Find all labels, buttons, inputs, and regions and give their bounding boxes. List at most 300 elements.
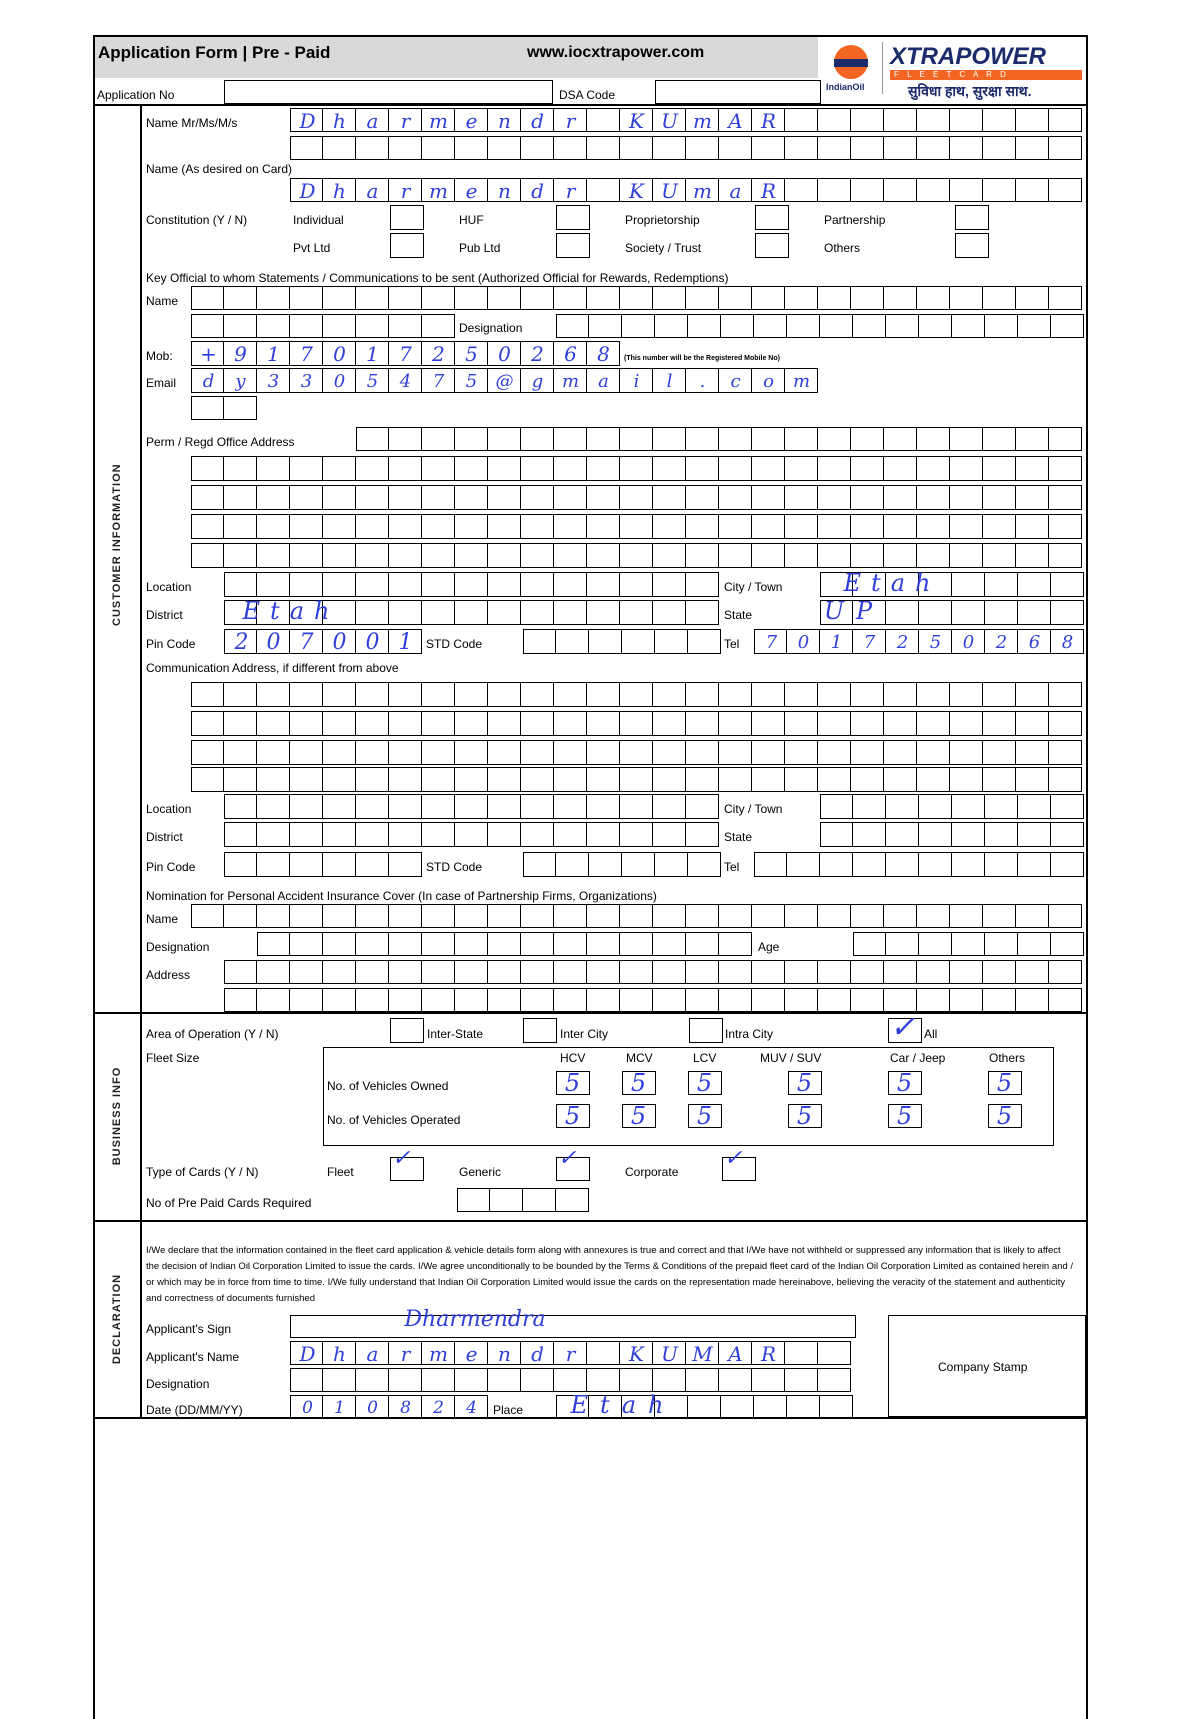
char-cell[interactable] [886, 932, 919, 956]
char-cell[interactable] [521, 600, 554, 625]
char-cell[interactable] [952, 600, 985, 625]
char-cell[interactable] [356, 341, 389, 366]
char-cell[interactable] [851, 485, 884, 510]
char-cell[interactable] [886, 629, 919, 654]
char-cell[interactable] [554, 740, 587, 765]
char-cell[interactable] [422, 286, 455, 310]
char-cell[interactable] [356, 1395, 389, 1419]
char-cell[interactable] [653, 600, 686, 625]
char-cell[interactable] [422, 1368, 455, 1392]
char-cell[interactable] [752, 514, 785, 539]
ko-designation-cells[interactable] [556, 314, 1084, 338]
char-cell[interactable] [818, 960, 851, 984]
char-cell[interactable] [455, 740, 488, 765]
char-cell[interactable] [389, 932, 422, 956]
char-cell[interactable] [589, 314, 622, 338]
char-cell[interactable] [950, 682, 983, 707]
char-cell[interactable] [290, 682, 323, 707]
char-cell[interactable] [422, 932, 455, 956]
char-cell[interactable] [653, 108, 686, 132]
char-cell[interactable] [818, 485, 851, 510]
char-cell[interactable] [554, 822, 587, 847]
char-cell[interactable] [884, 767, 917, 792]
char-cell[interactable] [785, 682, 818, 707]
ko-name-cells[interactable] [191, 286, 1082, 310]
char-cell[interactable] [422, 988, 455, 1012]
char-cell[interactable] [422, 108, 455, 132]
char-cell[interactable] [919, 852, 952, 877]
char-cell[interactable] [754, 852, 787, 877]
char-cell[interactable] [952, 852, 985, 877]
char-cell[interactable] [587, 904, 620, 928]
char-cell[interactable] [917, 427, 950, 451]
char-cell[interactable] [884, 960, 917, 984]
char-cell[interactable] [818, 108, 851, 132]
char-cell[interactable] [851, 108, 884, 132]
char-cell[interactable] [787, 852, 820, 877]
char-cell[interactable] [455, 368, 488, 393]
char-cell[interactable] [851, 767, 884, 792]
char-cell[interactable] [719, 682, 752, 707]
char-cell[interactable] [488, 682, 521, 707]
char-cell[interactable] [620, 822, 653, 847]
char-cell[interactable] [389, 1341, 422, 1365]
char-cell[interactable] [1049, 485, 1082, 510]
char-cell[interactable] [257, 629, 290, 654]
individual-checkbox[interactable] [390, 205, 424, 230]
char-cell[interactable] [1018, 852, 1051, 877]
char-cell[interactable] [686, 711, 719, 736]
char-cell[interactable] [818, 767, 851, 792]
char-cell[interactable] [554, 711, 587, 736]
email-cells-row2[interactable] [191, 396, 257, 420]
char-cell[interactable] [323, 572, 356, 597]
char-cell[interactable] [1016, 178, 1049, 202]
char-cell[interactable] [818, 427, 851, 451]
char-cell[interactable] [653, 740, 686, 765]
char-cell[interactable] [719, 514, 752, 539]
char-cell[interactable] [1016, 767, 1049, 792]
char-cell[interactable] [257, 904, 290, 928]
char-cell[interactable] [191, 286, 224, 310]
char-cell[interactable] [455, 178, 488, 202]
char-cell[interactable] [488, 543, 521, 568]
partnership-checkbox[interactable] [955, 205, 989, 230]
char-cell[interactable] [356, 1341, 389, 1365]
char-cell[interactable] [719, 767, 752, 792]
char-cell[interactable] [1049, 136, 1082, 160]
char-cell[interactable] [917, 740, 950, 765]
char-cell[interactable] [983, 904, 1016, 928]
char-cell[interactable] [323, 711, 356, 736]
char-cell[interactable] [523, 1188, 556, 1212]
nom-designation-cells[interactable] [257, 932, 752, 956]
char-cell[interactable] [754, 1395, 787, 1419]
char-cell[interactable] [851, 960, 884, 984]
char-cell[interactable] [620, 427, 653, 451]
char-cell[interactable] [985, 629, 1018, 654]
char-cell[interactable] [917, 988, 950, 1012]
char-cell[interactable] [785, 904, 818, 928]
char-cell[interactable] [191, 314, 224, 338]
char-cell[interactable] [752, 1341, 785, 1365]
char-cell[interactable] [224, 767, 257, 792]
char-cell[interactable] [323, 767, 356, 792]
char-cell[interactable] [455, 711, 488, 736]
char-cell[interactable] [455, 1341, 488, 1365]
char-cell[interactable] [820, 629, 853, 654]
char-cell[interactable] [1016, 456, 1049, 481]
char-cell[interactable] [686, 960, 719, 984]
char-cell[interactable] [1051, 794, 1084, 819]
char-cell[interactable] [488, 988, 521, 1012]
char-cell[interactable] [785, 711, 818, 736]
char-cell[interactable] [653, 767, 686, 792]
char-cell[interactable] [1018, 600, 1051, 625]
char-cell[interactable] [323, 960, 356, 984]
char-cell[interactable] [851, 178, 884, 202]
char-cell[interactable] [952, 629, 985, 654]
char-cell[interactable] [785, 108, 818, 132]
char-cell[interactable] [422, 1395, 455, 1419]
char-cell[interactable] [884, 178, 917, 202]
char-cell[interactable] [356, 485, 389, 510]
email-cells[interactable] [191, 368, 818, 393]
char-cell[interactable] [721, 314, 754, 338]
char-cell[interactable] [191, 456, 224, 481]
char-cell[interactable] [950, 960, 983, 984]
char-cell[interactable] [455, 108, 488, 132]
char-cell[interactable] [422, 960, 455, 984]
char-cell[interactable] [488, 456, 521, 481]
char-cell[interactable] [290, 485, 323, 510]
char-cell[interactable] [224, 794, 257, 819]
char-cell[interactable] [985, 852, 1018, 877]
char-cell[interactable] [983, 485, 1016, 510]
char-cell[interactable] [455, 427, 488, 451]
char-cell[interactable] [719, 108, 752, 132]
comm-pin-cells[interactable] [224, 852, 422, 877]
char-cell[interactable] [422, 427, 455, 451]
char-cell[interactable] [422, 485, 455, 510]
char-cell[interactable] [917, 543, 950, 568]
char-cell[interactable] [356, 136, 389, 160]
char-cell[interactable] [554, 682, 587, 707]
char-cell[interactable] [422, 600, 455, 625]
char-cell[interactable] [521, 514, 554, 539]
char-cell[interactable] [455, 543, 488, 568]
char-cell[interactable] [422, 711, 455, 736]
char-cell[interactable] [523, 852, 556, 877]
char-cell[interactable] [290, 108, 323, 132]
char-cell[interactable] [1051, 822, 1084, 847]
char-cell[interactable] [1049, 711, 1082, 736]
char-cell[interactable] [356, 427, 389, 451]
char-cell[interactable] [521, 108, 554, 132]
char-cell[interactable] [488, 904, 521, 928]
comm-address-cells-row2[interactable] [191, 711, 1082, 736]
char-cell[interactable] [191, 904, 224, 928]
char-cell[interactable] [488, 514, 521, 539]
char-cell[interactable] [521, 1368, 554, 1392]
char-cell[interactable] [422, 514, 455, 539]
char-cell[interactable] [785, 960, 818, 984]
char-cell[interactable] [224, 711, 257, 736]
char-cell[interactable] [455, 600, 488, 625]
comm-address-cells-row3[interactable] [191, 740, 1082, 765]
char-cell[interactable] [389, 514, 422, 539]
nom-name-cells[interactable] [191, 904, 1082, 928]
operated-count-box[interactable] [788, 1104, 822, 1128]
char-cell[interactable] [488, 286, 521, 310]
char-cell[interactable] [620, 767, 653, 792]
char-cell[interactable] [257, 456, 290, 481]
char-cell[interactable] [356, 178, 389, 202]
char-cell[interactable] [721, 1395, 754, 1419]
char-cell[interactable] [686, 600, 719, 625]
char-cell[interactable] [884, 485, 917, 510]
char-cell[interactable] [752, 136, 785, 160]
char-cell[interactable] [787, 1395, 820, 1419]
char-cell[interactable] [688, 1395, 721, 1419]
char-cell[interactable] [620, 1341, 653, 1365]
char-cell[interactable] [587, 682, 620, 707]
char-cell[interactable] [490, 1188, 523, 1212]
char-cell[interactable] [851, 682, 884, 707]
char-cell[interactable] [356, 988, 389, 1012]
char-cell[interactable] [323, 136, 356, 160]
char-cell[interactable] [620, 740, 653, 765]
char-cell[interactable] [554, 543, 587, 568]
char-cell[interactable] [620, 600, 653, 625]
char-cell[interactable] [752, 904, 785, 928]
char-cell[interactable] [323, 456, 356, 481]
char-cell[interactable] [521, 286, 554, 310]
char-cell[interactable] [356, 711, 389, 736]
char-cell[interactable] [422, 456, 455, 481]
char-cell[interactable] [983, 286, 1016, 310]
char-cell[interactable] [389, 314, 422, 338]
char-cell[interactable] [1016, 740, 1049, 765]
char-cell[interactable] [554, 136, 587, 160]
char-cell[interactable] [587, 456, 620, 481]
char-cell[interactable] [224, 286, 257, 310]
char-cell[interactable] [323, 178, 356, 202]
char-cell[interactable] [853, 794, 886, 819]
char-cell[interactable] [985, 822, 1018, 847]
char-cell[interactable] [290, 543, 323, 568]
char-cell[interactable] [653, 286, 686, 310]
char-cell[interactable] [323, 1368, 356, 1392]
char-cell[interactable] [985, 794, 1018, 819]
char-cell[interactable] [323, 341, 356, 366]
char-cell[interactable] [655, 852, 688, 877]
char-cell[interactable] [719, 740, 752, 765]
char-cell[interactable] [653, 682, 686, 707]
char-cell[interactable] [257, 682, 290, 707]
char-cell[interactable] [818, 1341, 851, 1365]
char-cell[interactable] [257, 368, 290, 393]
char-cell[interactable] [224, 740, 257, 765]
char-cell[interactable] [653, 514, 686, 539]
char-cell[interactable] [224, 456, 257, 481]
char-cell[interactable] [818, 543, 851, 568]
char-cell[interactable] [752, 543, 785, 568]
char-cell[interactable] [752, 108, 785, 132]
char-cell[interactable] [719, 543, 752, 568]
char-cell[interactable] [422, 178, 455, 202]
char-cell[interactable] [653, 1368, 686, 1392]
char-cell[interactable] [686, 456, 719, 481]
char-cell[interactable] [1016, 543, 1049, 568]
char-cell[interactable] [587, 988, 620, 1012]
char-cell[interactable] [554, 485, 587, 510]
char-cell[interactable] [323, 368, 356, 393]
char-cell[interactable] [323, 682, 356, 707]
char-cell[interactable] [521, 932, 554, 956]
char-cell[interactable] [455, 767, 488, 792]
comm-address-cells-row1[interactable] [191, 682, 1082, 707]
char-cell[interactable] [622, 852, 655, 877]
name-cells-row2[interactable] [290, 136, 1082, 160]
char-cell[interactable] [950, 767, 983, 792]
char-cell[interactable] [323, 932, 356, 956]
char-cell[interactable] [1049, 514, 1082, 539]
char-cell[interactable] [851, 988, 884, 1012]
char-cell[interactable] [224, 572, 257, 597]
char-cell[interactable] [323, 485, 356, 510]
char-cell[interactable] [587, 368, 620, 393]
char-cell[interactable] [554, 178, 587, 202]
char-cell[interactable] [455, 514, 488, 539]
char-cell[interactable] [191, 711, 224, 736]
char-cell[interactable] [589, 629, 622, 654]
char-cell[interactable] [950, 711, 983, 736]
char-cell[interactable] [521, 456, 554, 481]
std-cells[interactable] [523, 629, 721, 654]
char-cell[interactable] [556, 629, 589, 654]
char-cell[interactable] [191, 740, 224, 765]
char-cell[interactable] [950, 286, 983, 310]
char-cell[interactable] [1051, 852, 1084, 877]
char-cell[interactable] [785, 1341, 818, 1365]
char-cell[interactable] [686, 740, 719, 765]
char-cell[interactable] [488, 572, 521, 597]
char-cell[interactable] [488, 427, 521, 451]
char-cell[interactable] [686, 485, 719, 510]
char-cell[interactable] [655, 629, 688, 654]
pub-ltd-checkbox[interactable] [556, 233, 590, 258]
char-cell[interactable] [688, 629, 721, 654]
char-cell[interactable] [818, 740, 851, 765]
char-cell[interactable] [191, 543, 224, 568]
char-cell[interactable] [917, 108, 950, 132]
char-cell[interactable] [224, 314, 257, 338]
char-cell[interactable] [884, 543, 917, 568]
char-cell[interactable] [290, 514, 323, 539]
char-cell[interactable] [521, 794, 554, 819]
char-cell[interactable] [1018, 932, 1051, 956]
mobile-cells[interactable] [191, 341, 620, 366]
char-cell[interactable] [587, 543, 620, 568]
char-cell[interactable] [587, 514, 620, 539]
char-cell[interactable] [389, 1368, 422, 1392]
char-cell[interactable] [257, 988, 290, 1012]
char-cell[interactable] [818, 514, 851, 539]
char-cell[interactable] [622, 314, 655, 338]
perm-address-cells-row4[interactable] [191, 514, 1082, 539]
char-cell[interactable] [1016, 711, 1049, 736]
char-cell[interactable] [323, 286, 356, 310]
char-cell[interactable] [422, 341, 455, 366]
char-cell[interactable] [554, 341, 587, 366]
char-cell[interactable] [884, 427, 917, 451]
char-cell[interactable] [356, 932, 389, 956]
char-cell[interactable] [686, 794, 719, 819]
char-cell[interactable] [1051, 314, 1084, 338]
char-cell[interactable] [983, 767, 1016, 792]
char-cell[interactable] [1018, 572, 1051, 597]
char-cell[interactable] [752, 740, 785, 765]
char-cell[interactable] [719, 1368, 752, 1392]
char-cell[interactable] [488, 711, 521, 736]
char-cell[interactable] [620, 368, 653, 393]
others-checkbox[interactable] [955, 233, 989, 258]
char-cell[interactable] [389, 456, 422, 481]
char-cell[interactable] [257, 314, 290, 338]
perm-address-cells-row2[interactable] [191, 456, 1082, 481]
char-cell[interactable] [290, 178, 323, 202]
char-cell[interactable] [983, 136, 1016, 160]
perm-address-cells-row1[interactable] [356, 427, 1082, 451]
char-cell[interactable] [257, 932, 290, 956]
char-cell[interactable] [587, 932, 620, 956]
char-cell[interactable] [554, 767, 587, 792]
char-cell[interactable] [422, 314, 455, 338]
char-cell[interactable] [191, 368, 224, 393]
char-cell[interactable] [851, 427, 884, 451]
char-cell[interactable] [554, 960, 587, 984]
char-cell[interactable] [389, 904, 422, 928]
char-cell[interactable] [952, 794, 985, 819]
char-cell[interactable] [587, 485, 620, 510]
char-cell[interactable] [886, 600, 919, 625]
char-cell[interactable] [983, 514, 1016, 539]
char-cell[interactable] [521, 711, 554, 736]
char-cell[interactable] [356, 822, 389, 847]
char-cell[interactable] [983, 682, 1016, 707]
char-cell[interactable] [191, 767, 224, 792]
char-cell[interactable] [620, 932, 653, 956]
char-cell[interactable] [521, 904, 554, 928]
char-cell[interactable] [257, 852, 290, 877]
char-cell[interactable] [356, 572, 389, 597]
char-cell[interactable] [1018, 794, 1051, 819]
char-cell[interactable] [389, 711, 422, 736]
char-cell[interactable] [455, 1368, 488, 1392]
char-cell[interactable] [785, 767, 818, 792]
char-cell[interactable] [290, 740, 323, 765]
comm-std-cells[interactable] [523, 852, 721, 877]
char-cell[interactable] [224, 396, 257, 420]
char-cell[interactable] [653, 711, 686, 736]
char-cell[interactable] [290, 572, 323, 597]
char-cell[interactable] [950, 740, 983, 765]
char-cell[interactable] [1051, 600, 1084, 625]
char-cell[interactable] [521, 682, 554, 707]
char-cell[interactable] [257, 543, 290, 568]
char-cell[interactable] [191, 485, 224, 510]
